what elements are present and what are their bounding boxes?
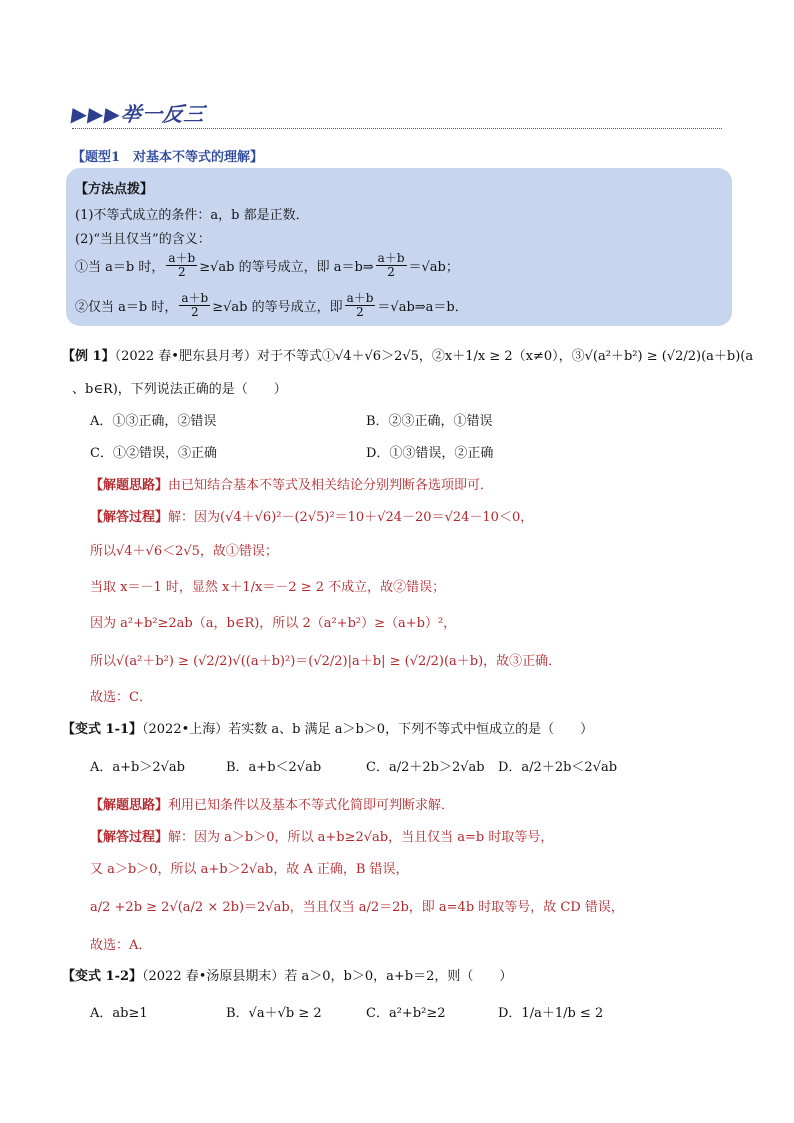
variant-label: 【变式 1-1】 xyxy=(62,722,143,737)
variant-label: 【变式 1-2】 xyxy=(62,969,143,984)
example-1-question-cont: 、b∈R)，下列说法正确的是（ ） xyxy=(72,382,287,397)
idea-label: 【解题思路】 xyxy=(90,478,169,493)
option-a: A．ab≥1 xyxy=(90,1006,148,1021)
solution-idea xyxy=(90,794,454,813)
process-label: 【解答过程】 xyxy=(90,830,169,845)
process-label: 【解答过程】 xyxy=(90,510,169,525)
frac-den: 2 xyxy=(356,304,364,319)
option-b: B．a+b＜2√ab xyxy=(226,760,322,775)
tip-line-4-prefix: ②仅当 a＝b 时， xyxy=(75,299,178,315)
solution-process-line: 所以√(a²＋b²) ≥ (√2/2)√((a＋b)²)＝(√2/2)|a＋b| ≥ (√2/2)(a＋b)，故③正确． xyxy=(90,654,562,669)
solution-idea xyxy=(90,474,493,493)
tip-heading: 【方法点拨】 xyxy=(75,182,154,197)
frac-den: 2 xyxy=(387,264,395,279)
option-b: B．②③正确，①错误 xyxy=(366,414,493,429)
idea-text: 利用已知条件以及基本不等式化简即可判断求解． xyxy=(168,798,455,813)
example-text: （2022 春•肥东县月考）对于不等式①√4＋√6＞2√5，②x＋1/x ≥ 2（x≠0），③√(a²＋b²) ≥ (√2/2)(a＋b)(a xyxy=(114,349,754,364)
option-b: B．√a＋√b ≥ 2 xyxy=(226,1006,322,1021)
tip-line-3 xyxy=(75,252,459,278)
fraction xyxy=(179,292,210,318)
section-banner-title: ▶▶▶举一反三 xyxy=(70,102,207,126)
tip-line-3-prefix: ①当 a＝b 时， xyxy=(75,259,165,275)
topic-heading: 【题型1 对基本不等式的理解】 xyxy=(72,150,264,165)
option-a: A．a+b＞2√ab xyxy=(90,760,185,775)
option-a: A．①③正确，②错误 xyxy=(90,414,217,429)
fraction xyxy=(166,252,197,278)
tip-line-4 xyxy=(75,292,468,318)
option-c: C．a²+b²≥2 xyxy=(366,1006,446,1021)
tip-line-3-mid: ≥√ab 的等号成立，即 a＝b⇒ xyxy=(199,259,374,275)
solution-process-line: 所以√4＋√6＜2√5，故①错误； xyxy=(90,544,278,559)
frac-den: 2 xyxy=(190,304,199,319)
variant-text: （2022•上海）若实数 a、b 满足 a＞b＞0，下列不等式中恒成立的是（ ） xyxy=(142,722,594,737)
solution-process-line: 当取 x＝－1 时，显然 x＋1/x＝－2 ≥ 2 不成立，故②错误； xyxy=(90,580,446,595)
variant-text: （2022 春•汤原县期末）若 a＞0，b＞0，a+b＝2，则（ ） xyxy=(142,969,513,984)
solution-process-line: a/2 +2b ≥ 2√(a/2 × 2b)＝2√ab，当且仅当 a/2＝2b，即 a=4b 时取等号，故 CD 错误， xyxy=(90,900,624,915)
fraction xyxy=(345,292,376,318)
process-text: 解：因为(√4＋√6)²－(2√5)²＝10＋√24－20＝√24－10＜0， xyxy=(168,510,534,525)
example-label: 【例 1】 xyxy=(62,349,115,364)
process-text: 解：因为 a＞b＞0，所以 a+b≥2√ab，当且仅当 a=b 时取等号， xyxy=(168,830,554,845)
solution-process-line xyxy=(90,826,553,845)
option-c: C．①②错误，③正确 xyxy=(90,446,217,461)
frac-num: a＋b xyxy=(168,251,196,265)
solution-process-line: 又 a＞b＞0，所以 a+b＞2√ab，故 A 正确，B 错误， xyxy=(90,862,409,877)
dotted-divider xyxy=(72,128,722,129)
tip-line-1: (1)不等式成立的条件：a，b 都是正数． xyxy=(75,208,309,223)
variant-1-1-question xyxy=(62,718,593,737)
tip-line-2: (2)“当且仅当”的含义： xyxy=(75,232,211,247)
frac-num: a＋b xyxy=(377,251,405,265)
option-d: D．①③错误，②正确 xyxy=(366,446,494,461)
solution-process-line: 因为 a²+b²≥2ab（a，b∈R)，所以 2（a²+b²）≥（a+b）²， xyxy=(90,616,457,631)
frac-num: a＋b xyxy=(346,291,374,305)
option-d: D．a/2＋2b＜2√ab xyxy=(498,760,618,775)
example-1-question xyxy=(62,345,753,364)
idea-label: 【解题思路】 xyxy=(90,798,169,813)
tip-line-4-mid: ≥√ab 的等号成立，即 xyxy=(212,299,343,315)
tip-line-4-suffix: ＝√ab⇒a＝b． xyxy=(377,299,468,315)
solution-answer: 故选：C． xyxy=(90,690,152,705)
solution-process-line xyxy=(90,506,533,525)
option-d: D．1/a＋1/b ≤ 2 xyxy=(498,1006,604,1021)
solution-answer: 故选：A． xyxy=(90,938,152,953)
tip-line-3-suffix: ＝√ab； xyxy=(408,259,459,275)
fraction xyxy=(376,252,407,278)
idea-text: 由已知结合基本不等式及相关结论分别判断各选项即可． xyxy=(168,478,494,493)
variant-1-2-question xyxy=(62,965,512,984)
frac-den: 2 xyxy=(177,264,186,279)
frac-num: a＋b xyxy=(181,291,209,305)
option-c: C．a/2＋2b＞2√ab xyxy=(366,760,485,775)
